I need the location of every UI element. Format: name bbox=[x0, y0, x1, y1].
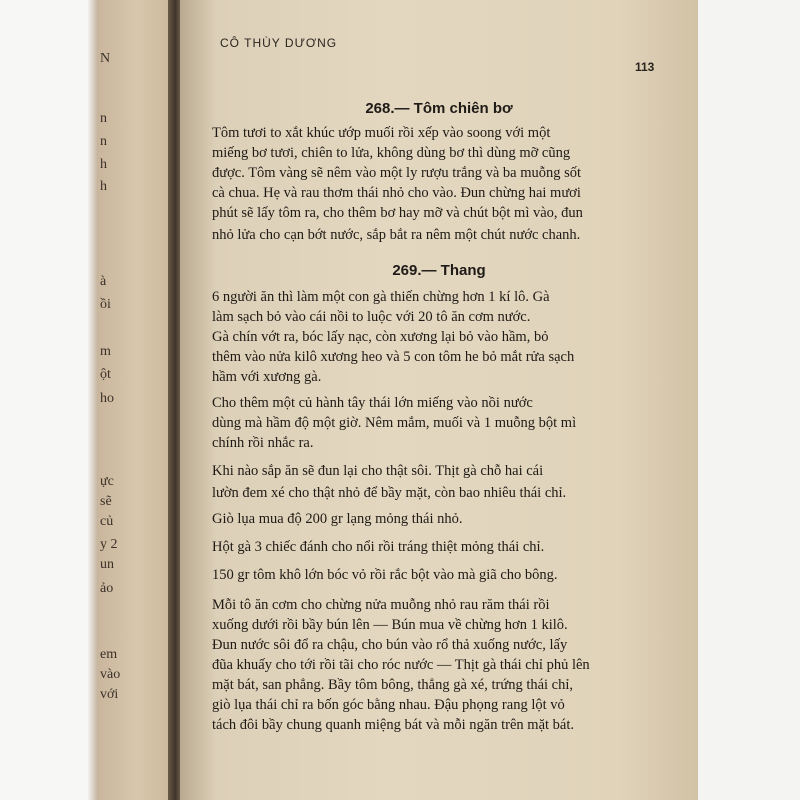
text-line: phút sẽ lấy tôm ra, cho thêm bơ hay mỡ và chút bột mì vào, đun bbox=[212, 205, 583, 221]
left-page-fragment: un bbox=[100, 557, 114, 572]
left-page-fragment: n bbox=[100, 134, 107, 149]
text-line: Khi nào sắp ăn sẽ đun lại cho thật sôi. Thịt gà chỗ hai cái bbox=[212, 463, 544, 479]
text-line: Gà chín vớt ra, bóc lấy nạc, còn xương lại bỏ vào hầm, bỏ bbox=[212, 329, 549, 345]
text-line: Giò lụa mua độ 200 gr lạng mỏng thái nhỏ. bbox=[212, 511, 463, 527]
text-line: tách đôi bầy chung quanh miệng bát và mỗi ngăn trên mặt bát. bbox=[212, 717, 574, 733]
left-page-fragment: củ bbox=[100, 514, 114, 529]
left-page-fragment: h bbox=[100, 179, 107, 194]
right-margin-background bbox=[698, 0, 800, 800]
left-page-fragment: sẽ bbox=[100, 494, 112, 509]
text-line: thêm vào nửa kilô xương heo và 5 con tôm he bỏ mắt rửa sạch bbox=[212, 349, 575, 365]
text-line: cà chua. Hẹ và rau thơm thái nhỏ cho vào. Đun chừng hai mươi bbox=[212, 185, 581, 201]
text-line: đũa khuấy cho tới rồi tãi cho róc nước — Thịt gà thái chỉ phủ lên bbox=[212, 657, 590, 673]
text-line: hầm với xương gà. bbox=[212, 369, 322, 385]
text-line: nhỏ lửa cho cạn bớt nước, sắp bắt ra nêm một chút nước chanh. bbox=[212, 227, 581, 243]
left-page-fragment: N bbox=[100, 51, 111, 66]
left-page-fragment: ột bbox=[100, 367, 111, 382]
text-line: dùng mà hầm độ một giờ. Nêm mắm, muối và 1 muỗng bột mì bbox=[212, 415, 577, 431]
left-page-fragment: ồi bbox=[100, 297, 111, 312]
text-line: Mỗi tô ăn cơm cho chừng nửa muỗng nhỏ rau răm thái rồi bbox=[212, 597, 550, 613]
left-page-fragment: ho bbox=[100, 391, 114, 406]
left-page-fragment: h bbox=[100, 157, 107, 172]
text-line: 150 gr tôm khô lớn bóc vỏ rồi rắc bột vào mà giã cho bông. bbox=[212, 567, 558, 583]
page-number: 113 bbox=[635, 60, 655, 74]
left-page-fragment: ực bbox=[100, 474, 114, 489]
left-page bbox=[98, 0, 170, 800]
left-page-fragment: à bbox=[100, 274, 107, 289]
left-page-fragment: m bbox=[100, 344, 111, 359]
text-line: Tôm tươi to xắt khúc ướp muối rồi xếp vào soong với một bbox=[212, 125, 551, 141]
right-page bbox=[180, 0, 698, 800]
text-line: Đun nước sôi đổ ra chậu, cho bún vào rổ thả xuống nước, lấy bbox=[212, 637, 568, 653]
text-line: xuống dưới rồi bầy bún lên — Bún mua về chừng hơn 1 kilô. bbox=[212, 617, 568, 633]
left-page-fragment: với bbox=[100, 687, 119, 702]
left-page-fragment: ảo bbox=[100, 581, 114, 596]
text-line: Hột gà 3 chiếc đánh cho nổi rồi tráng thiệt mỏng thái chỉ. bbox=[212, 539, 545, 555]
text-line: miếng bơ tươi, chiên to lửa, không dùng bơ thì dùng mỡ cũng bbox=[212, 145, 571, 161]
left-page-fragment: vào bbox=[100, 667, 121, 682]
left-page-fragment: em bbox=[100, 647, 118, 662]
recipe-title: 269.— Thang bbox=[392, 262, 486, 279]
recipe-title: 268.— Tôm chiên bơ bbox=[365, 100, 513, 117]
text-line: 6 người ăn thì làm một con gà thiến chừng hơn 1 kí lô. Gà bbox=[212, 289, 550, 305]
text-line: giò lụa thái chỉ ra bốn góc bằng nhau. Đậu phọng rang lột vỏ bbox=[212, 697, 565, 713]
text-line: được. Tôm vàng sẽ nêm vào một ly rượu trắng và ba muỗng sốt bbox=[212, 165, 582, 181]
text-line: Cho thêm một củ hành tây thái lớn miếng vào nồi nước bbox=[212, 395, 533, 411]
left-page-fragment: n bbox=[100, 111, 107, 126]
text-line: làm sạch bỏ vào cái nồi to luộc với 20 tô ăn cơm nước. bbox=[212, 309, 531, 325]
text-line: chính rồi nhắc ra. bbox=[212, 435, 314, 451]
left-page-fragment: y 2 bbox=[100, 537, 118, 552]
running-header: CÔ THÙY DƯƠNG bbox=[220, 36, 338, 50]
text-line: lườn đem xé cho thật nhỏ để bầy mặt, còn bao nhiêu thái chỉ. bbox=[212, 485, 567, 501]
text-line: mặt bát, san phẳng. Bầy tôm bông, thẳng gà xé, trứng thái chỉ, bbox=[212, 677, 574, 693]
